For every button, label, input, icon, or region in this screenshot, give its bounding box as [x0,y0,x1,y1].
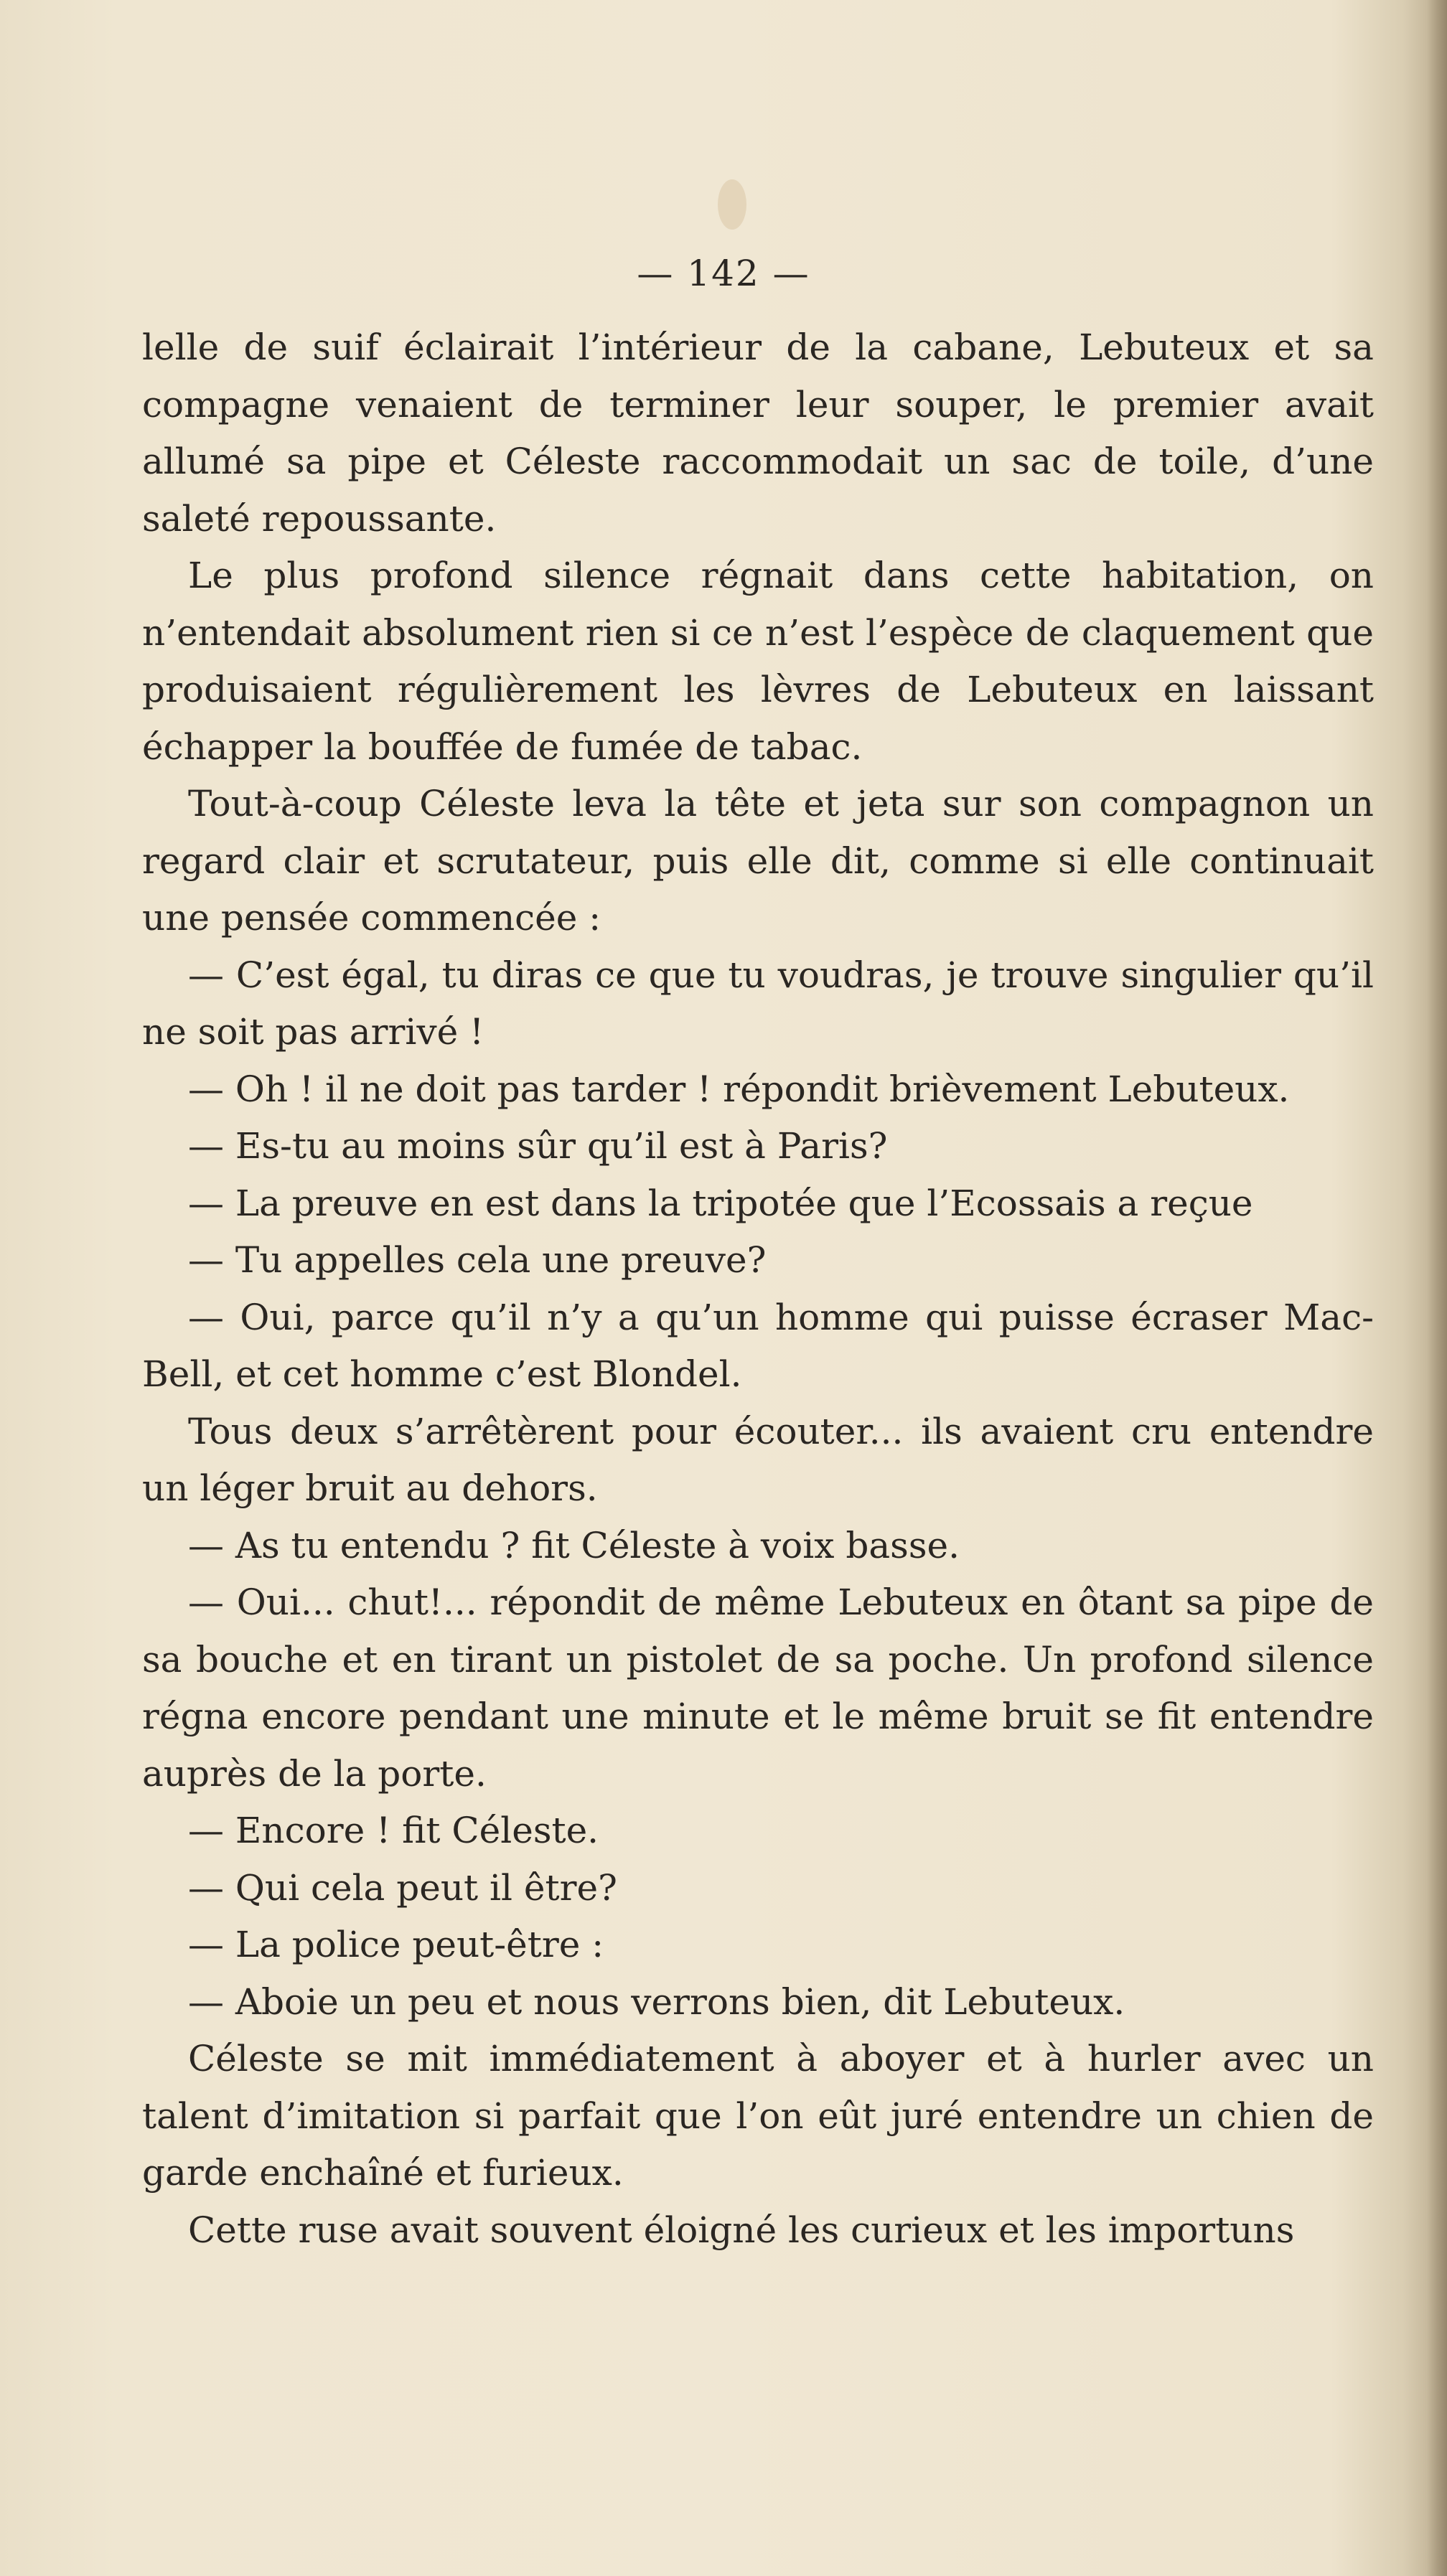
body-text [142,319,1374,2259]
dialogue-line: — La police peut-être : [188,1924,604,1965]
paragraph-3: Tout-à-coup Céleste leva la tête et jeta sur son compagnon un regard clair et scrutateur, puis elle dit, comme si elle continuait une pensée commencée : [142,783,1374,939]
paragraph-narration: Céleste se mit immédiatement à aboyer et à hurler avec un talent d’imitation si parfait que l’on eût juré entendre un chien de garde enchaîné et furieux. [142,2038,1374,2194]
dialogue-line: — Es-tu au moins sûr qu’il est à Paris? [188,1125,888,1167]
dialogue-line: — Oui... chut!... répondit de même Lebuteux en ôtant sa pipe de sa bouche et en tirant un pistolet de sa poche. Un profond silence régna encore pendant une minute et le même bruit se fit entendre auprès de la porte. [142,1581,1374,1795]
dialogue-line: — Tu appelles cela une preuve? [188,1239,767,1281]
dialogue-line: — La preuve en est dans la tripotée que l’Ecossais a reçue [188,1182,1253,1224]
dialogue-line: — As tu entendu ? fit Céleste à voix basse. [188,1524,960,1566]
paragraph-1: lelle de suif éclairait l’intérieur de la cabane, Lebuteux et sa compagne venaient de terminer leur souper, le premier avait allumé sa pipe et Céleste raccommodait un sac de toile, d’une saleté repoussante. [142,326,1374,540]
dialogue-line: — C’est égal, tu diras ce que tu voudras, je trouve singulier qu’il ne soit pas arrivé ! [142,954,1374,1053]
page-number: — 142 — [637,253,810,294]
paragraph-last: Cette ruse avait souvent éloigné les curieux et les importuns [188,2209,1295,2251]
dialogue-line: — Qui cela peut il être? [188,1866,617,1909]
paper-stain [718,179,746,230]
dialogue-line: — Oh ! il ne doit pas tarder ! répondit brièvement Lebuteux. [188,1068,1290,1110]
dialogue-line: — Aboie un peu et nous verrons bien, dit Lebuteux. [188,1980,1125,2023]
dialogue-line: — Oui, parce qu’il n’y a qu’un homme qui puisse écraser Mac-Bell, et cet homme c’est Blondel. [142,1296,1374,1395]
paragraph-narration: Tous deux s’arrêtèrent pour écouter... ils avaient cru entendre un léger bruit au dehors. [142,1410,1374,1509]
page-edge-shadow [1427,0,1447,2576]
dialogue-line: — Encore ! fit Céleste. [188,1810,599,1851]
paragraph-2: Le plus profond silence régnait dans cette habitation, on n’entendait absolument rien si ce n’est l’espèce de claquement que produisaient régulièrement les lèvres de Lebuteux en laissant échapper la bouffée de fumée de tabac. [142,555,1374,768]
